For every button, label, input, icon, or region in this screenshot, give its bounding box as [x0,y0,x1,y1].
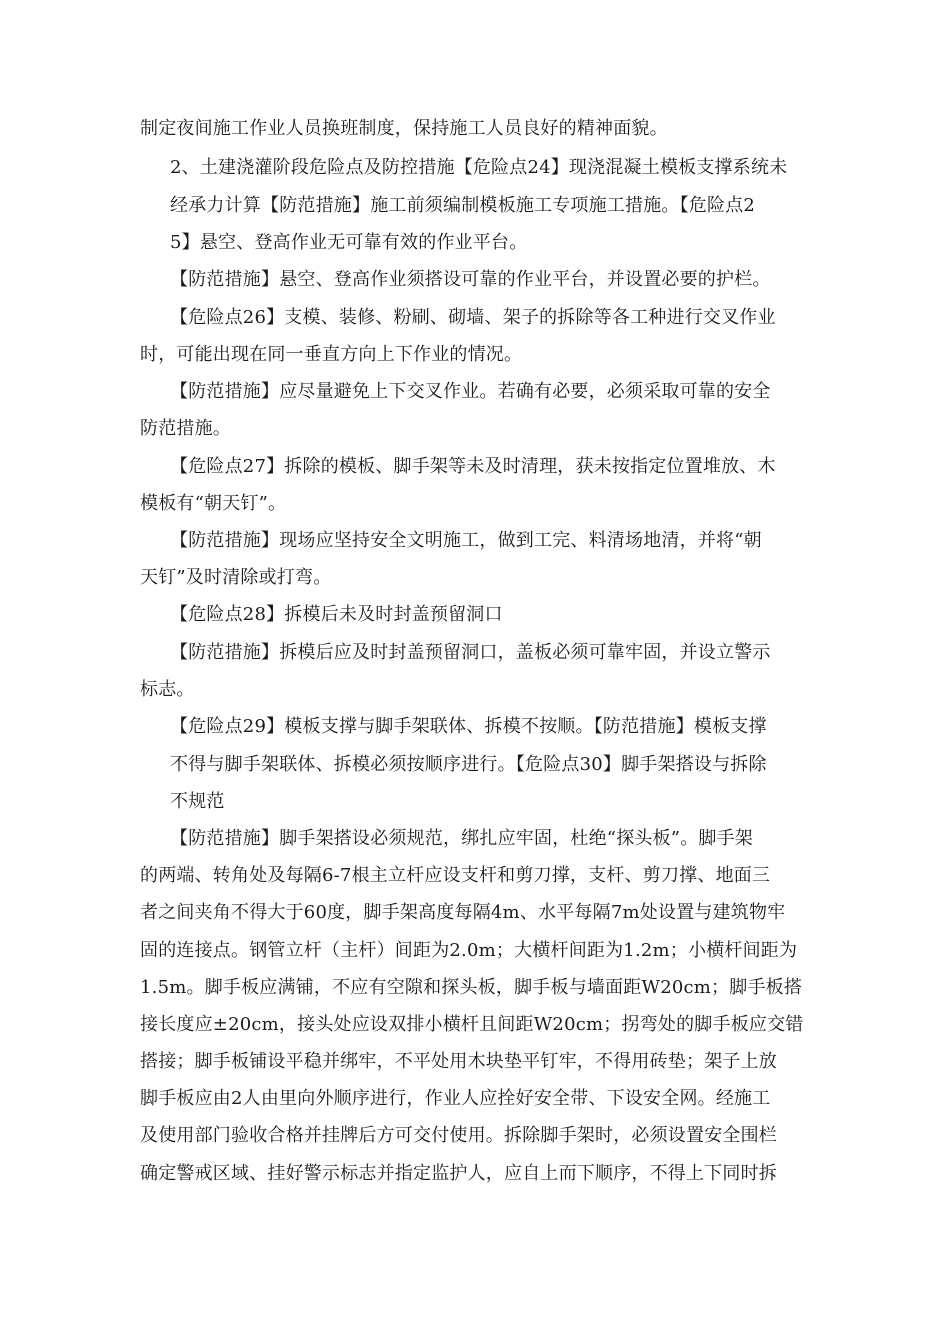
text-line: 【防范措施】应尽量避免上下交叉作业。若确有必要，必须采取可靠的安全 [170,381,771,402]
text-line: 及使用部门验收合格并挂牌后方可交付使用。拆除脚手架时，必须设置安全围栏 [140,1125,777,1146]
text-line: 5】悬空、登高作业无可靠有效的作业平台。 [170,232,528,253]
text-line: 制定夜间施工作业人员换班制度，保持施工人员良好的精神面貌。 [140,118,668,139]
text-line: 标志。 [140,679,195,700]
text-line: 接长度应±20cm，接头处应设双排小横杆且间距W20cm；拐弯处的脚手板应交错 [140,1014,804,1035]
text-line: 者之间夹角不得大于60度，脚手架高度每隔4m、水平每隔7m处设置与建筑物牢 [140,902,786,923]
text-line: 时，可能出现在同一垂直方向上下作业的情况。 [140,344,523,365]
text-line: 1.5m。脚手板应满铺，不应有空隙和探头板，脚手板与墙面距W20cm；脚手板搭 [140,977,803,998]
text-line: 天钉”及时清除或打弯。 [140,567,332,588]
text-line: 不规范 [170,791,225,812]
text-line: 确定警戒区域、挂好警示标志并指定监护人，应自上而下顺序，不得上下同时拆 [140,1163,777,1184]
text-line: 【危险点26】支模、装修、粉刷、砌墙、架子的拆除等各工种进行交叉作业 [170,307,776,328]
text-line: 防范措施。 [140,418,231,439]
text-line: 的两端、转角处及每隔6-7根主立杆应设支杆和剪刀撑，支杆、剪刀撑、地面三 [140,865,771,886]
text-line: 固的连接点。钢管立杆（主杆）间距为2.0m；大横杆间距为1.2m；小横杆间距为 [140,940,798,961]
text-line: 【防范措施】悬空、登高作业须搭设可靠的作业平台，并设置必要的护栏。 [170,269,771,290]
text-line: 【危险点29】模板支撑与脚手架联体、拆模不按顺。【防范措施】模板支撑 [170,716,767,737]
text-line: 【危险点27】拆除的模板、脚手架等未及时清理，获未按指定位置堆放、木 [170,456,776,477]
text-line: 搭接；脚手板铺设平稳并绑牢，不平处用木块垫平钉牢，不得用砖垫；架子上放 [140,1051,777,1072]
text-line: 不得与脚手架联体、拆模必须按顺序进行。【危险点30】脚手架搭设与拆除 [170,754,767,775]
text-line: 【防范措施】脚手架搭设必须规范，绑扎应牢固，杜绝“探头板”。脚手架 [170,828,754,849]
text-line: 【防范措施】现场应坚持安全文明施工，做到工完、料清场地清，并将“朝 [170,530,762,551]
text-line: 脚手板应由2人由里向外顺序进行，作业人应拴好安全带、下设安全网。经施工 [140,1088,771,1109]
text-line: 模板有“朝天钉”。 [140,493,287,514]
text-line: 【危险点28】拆模后未及时封盖预留洞口 [170,604,503,625]
text-line: 经承力计算【防范措施】施工前须编制模板施工专项施工措施。【危险点2 [170,195,756,216]
text-line: 【防范措施】拆模后应及时封盖预留洞口，盖板必须可靠牢固，并设立警示 [170,642,771,663]
text-line: 2、土建浇灌阶段危险点及防控措施【危险点24】现浇混凝土模板支撑系统未 [170,157,788,178]
